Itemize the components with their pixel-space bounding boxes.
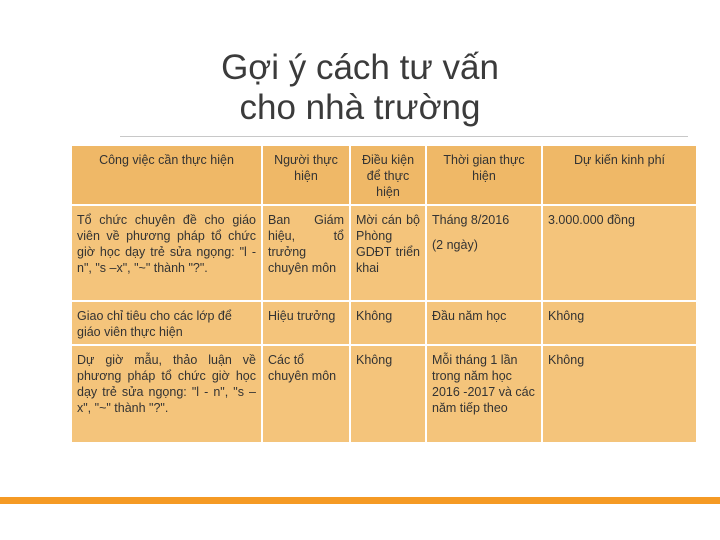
column-header-budget: Dự kiến kinh phí	[543, 146, 696, 206]
table-cell: Không	[543, 346, 696, 444]
table-cell: Không	[351, 346, 427, 444]
table-cell: Đầu năm học	[427, 302, 543, 346]
table-cell: Mời cán bộ Phòng GDĐT triển khai	[351, 206, 427, 302]
column-header-responsible: Người thực hiện	[263, 146, 351, 206]
table-cell: Không	[543, 302, 696, 346]
slide-title-line-1: Gợi ý cách tư vấn	[221, 48, 499, 87]
table-cell: Các tổ chuyên môn	[263, 346, 351, 444]
table-header-row	[72, 146, 696, 206]
table-cell: Mỗi tháng 1 lần trong năm học 2016 -2017 và các năm tiếp theo	[427, 346, 543, 444]
slide-title-line-2: cho nhà trường	[239, 88, 481, 127]
column-header-time: Thời gian thực hiện	[427, 146, 543, 206]
time-value: Tháng 8/2016	[432, 213, 510, 227]
table-cell: Ban Giám hiệu, tổ trưởng chuyên môn	[263, 206, 351, 302]
table-cell: Giao chỉ tiêu cho các lớp để giáo viên thực hiện	[72, 302, 263, 346]
table-cell: Dự giờ mẫu, thảo luận về phương pháp tổ chức giờ học dạy trẻ sửa ngọng: "l - n", "s –x", "~" thành "?".	[72, 346, 263, 444]
title-divider	[120, 136, 688, 137]
table-cell: Tổ chức chuyên đề cho giáo viên về phương pháp tổ chức giờ học dạy trẻ sửa ngọng: "l - n", "s –x", "~" thành "?".	[72, 206, 263, 302]
column-header-task: Công việc cần thực hiện	[72, 146, 263, 206]
table-cell: Hiệu trưởng	[263, 302, 351, 346]
table-row	[72, 206, 696, 302]
slide-title	[140, 48, 580, 128]
table-cell	[427, 206, 543, 302]
table-row	[72, 302, 696, 346]
table-row	[72, 346, 696, 444]
consulting-plan-table	[72, 146, 696, 444]
time-duration-note: (2 ngày)	[432, 238, 478, 252]
table-cell: 3.000.000 đồng	[543, 206, 696, 302]
column-header-condition: Điều kiện để thực hiện	[351, 146, 427, 206]
footer-accent-bar	[0, 497, 720, 504]
table-cell: Không	[351, 302, 427, 346]
